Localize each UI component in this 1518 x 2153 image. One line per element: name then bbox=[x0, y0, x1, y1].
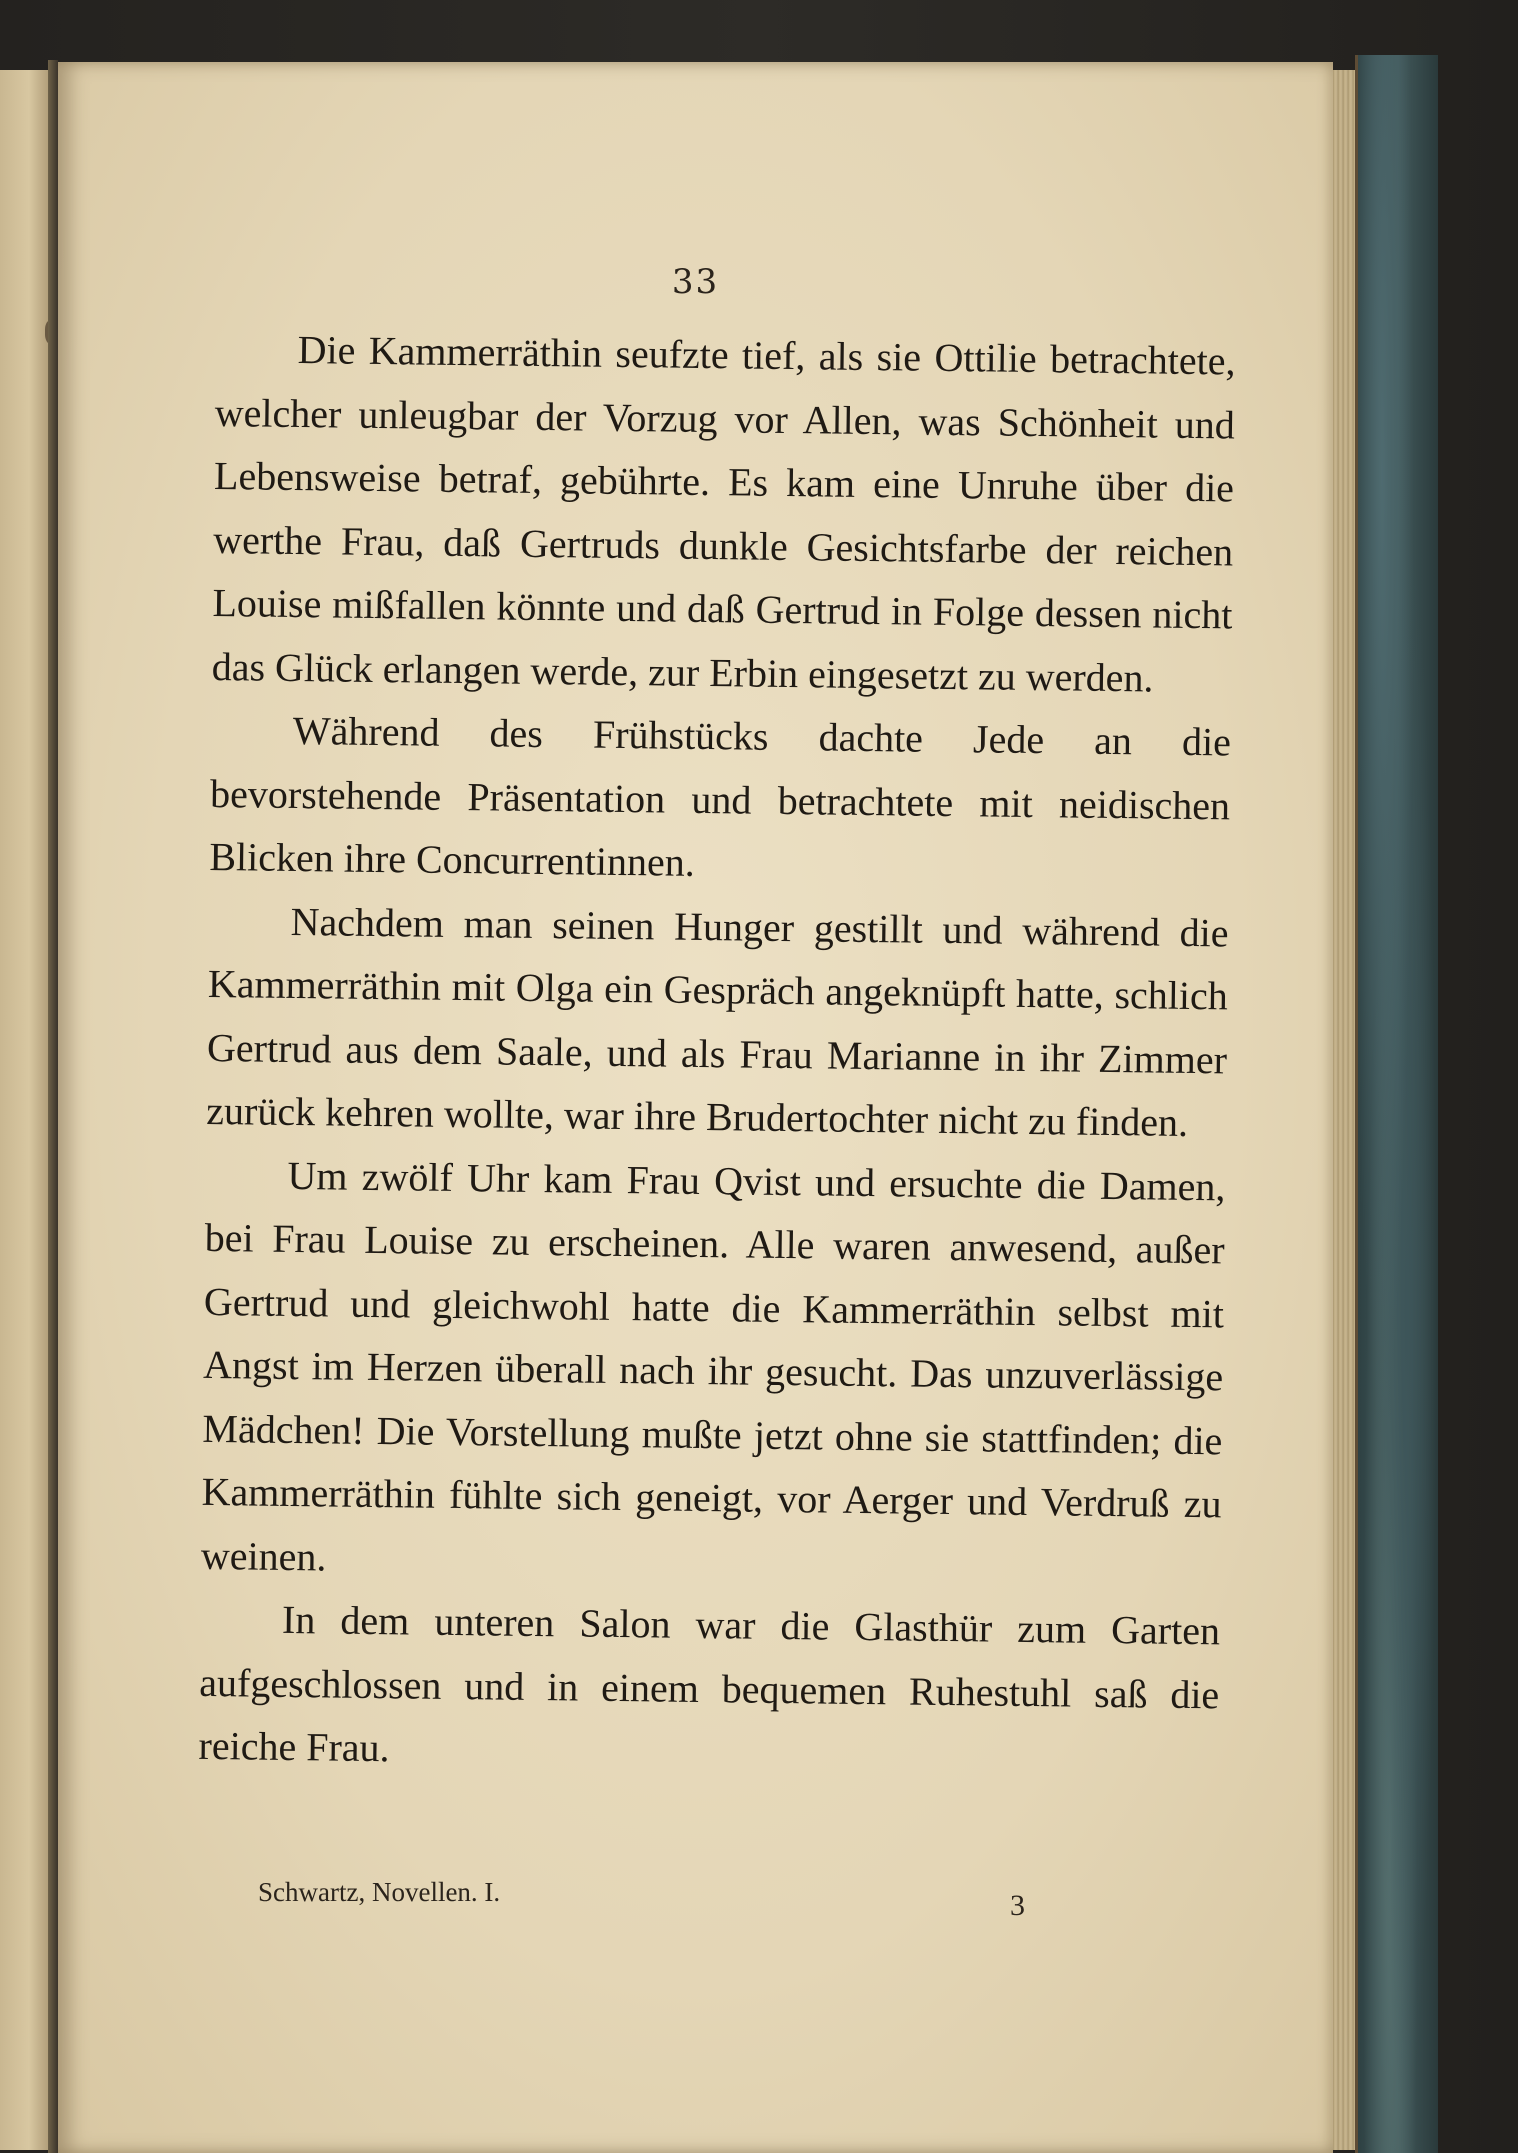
book-gutter bbox=[48, 60, 58, 2153]
footer-sheet-number: 3 bbox=[1010, 1889, 1025, 1922]
paragraph: In dem unteren Salon war die Glasthür zum Garten aufgeschlossen und in einem bequemen Ruhestuhl saß die reiche Frau. bbox=[198, 1596, 1221, 1771]
left-page-edge bbox=[0, 70, 50, 2150]
paragraph: Nachdem man seinen Hunger gestillt und während die Kammerräthin mit Olga ein Gespräch angeknüpft hatte, schlich Gertrud aus dem Saale, und als Frau Marianne in ihr Zimmer zurück kehren wollte, war ihre Brudertochter nicht zu finden. bbox=[206, 898, 1229, 1145]
footer-signature: Schwartz, Novellen. I. bbox=[258, 1877, 501, 1907]
book-page bbox=[58, 62, 1333, 2153]
page-number: 33 bbox=[671, 262, 720, 302]
page-stack-edge bbox=[1330, 70, 1358, 2150]
paragraph: Die Kammerräthin seufzte tief, als sie Ottilie betrachtete, welcher unleugbar der Vorzug vor Allen, was Schönheit und Lebensweise betraf, gebührte. Es kam eine Unruhe über die werthe Frau, daß Gertruds dunkle Gesichtsfarbe der reichen Louise mißfallen könnte und daß Gertrud in Folge dessen nicht das Glück erlangen werde, zur Erbin eingesetzt zu werden. bbox=[211, 327, 1236, 700]
paragraph: Um zwölf Uhr kam Frau Qvist und ersuchte die Damen, bei Frau Louise zu erscheinen. Alle waren anwesend, außer Gertrud und gleichwohl hatte die Kammerräthin selbst mit Angst im Herzen überall nach ihr gesucht. Das unzuverlässige Mädchen! Die Vorstellung mußte jetzt ohne sie stattfinden; die Kammerräthin fühlte sich geneigt, vor Aerger und Verdruß zu weinen. bbox=[200, 1152, 1226, 1579]
page-body bbox=[198, 317, 1236, 1790]
paragraph: Während des Frühstücks dachte Jede an die bevorstehende Präsentation und betrachtete mit neidischen Blicken ihre Concurrentinnen. bbox=[209, 707, 1232, 885]
marbled-cover bbox=[1355, 55, 1438, 2153]
page-footer bbox=[258, 1877, 1058, 1922]
